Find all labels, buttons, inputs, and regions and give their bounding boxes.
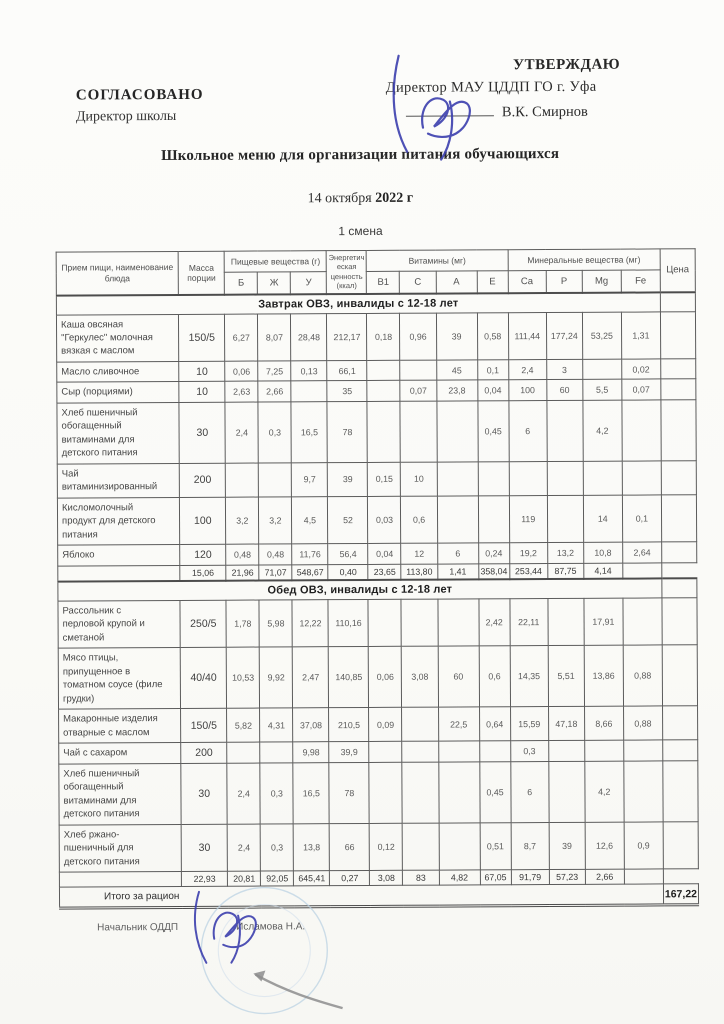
nutrient-value: 14,35: [510, 646, 548, 707]
nutrient-value: 52: [328, 496, 368, 544]
menu-row: [59, 760, 698, 824]
nutrient-value: 9,92: [260, 647, 293, 708]
nutrient-value: 39: [328, 462, 368, 496]
total-label: Итого за рацион: [59, 884, 663, 908]
col-header-mass: Масса порции: [178, 251, 224, 294]
nutrient-value: 140,85: [329, 647, 369, 708]
signer-name: Исламова Н.А.: [236, 921, 306, 933]
col-header-e: E: [477, 271, 508, 293]
price-cell: [662, 542, 697, 563]
col-group-minerals: Минеральные вещества (мг): [508, 249, 660, 271]
nutrient-value: 60: [546, 380, 582, 401]
nutrient-value: 8,07: [258, 313, 291, 361]
agreed-title: СОГЛАСОВАНО: [75, 86, 204, 104]
nutrient-value: 45: [436, 360, 477, 381]
nutrient-value: 6: [509, 400, 547, 461]
nutrient-value: 0,07: [400, 381, 436, 402]
nutrient-value: 0,6: [479, 646, 510, 707]
nutrient-value: 2,4: [225, 402, 258, 463]
nutrient-value: [367, 401, 400, 462]
date-year: 2022 г: [375, 190, 414, 206]
nutrient-value: [509, 461, 547, 495]
date-day-month: 14 октября: [307, 190, 372, 207]
dish-name: Хлеб пшеничный обогащенный витаминами для детского питания: [59, 763, 182, 825]
document-date: [0, 189, 722, 209]
dish-name: Масло сливочное: [57, 361, 179, 382]
menu-row: [57, 461, 696, 498]
menu-section-title: Обед ОВЗ, инвалиды с 12-18 лет: [58, 578, 662, 601]
nutrient-value: 14: [583, 495, 622, 543]
totals-value: 1,41: [437, 564, 478, 580]
menu-row: [58, 645, 697, 709]
dish-name: Рассольник с перловой крупой и сметаной: [58, 600, 180, 648]
nutrient-value: 5,51: [548, 646, 584, 707]
nutrient-value: 0,6: [401, 496, 437, 544]
signature-underline: [406, 115, 494, 116]
nutrient-value: [623, 740, 662, 761]
nutrient-value: 16,5: [293, 762, 329, 823]
totals-value: 4,82: [439, 870, 480, 885]
totals-value: 15,06: [180, 565, 226, 581]
nutrient-value: 210,5: [329, 708, 369, 742]
nutrient-value: 28,48: [291, 313, 327, 361]
nutrient-value: 39: [549, 822, 585, 870]
nutrient-value: 1,78: [226, 600, 259, 648]
dish-name: Чай витаминизированный: [57, 463, 179, 498]
totals-value: 0,27: [330, 870, 370, 885]
portion-mass: 200: [181, 742, 227, 763]
nutrient-value: 16,5: [291, 402, 327, 463]
nutrient-value: [479, 741, 510, 762]
nutrient-value: 0,58: [477, 312, 508, 360]
nutrient-value: 53,25: [582, 312, 621, 360]
nutrient-value: 3,08: [402, 646, 438, 707]
menu-row: [59, 706, 698, 743]
nutrient-value: [400, 360, 436, 381]
dish-name: Хлеб пшеничный обогащенный витаминами для детского питания: [57, 402, 180, 464]
nutrient-value: [584, 740, 623, 761]
nutrient-value: 7,25: [258, 361, 291, 382]
col-header-a: A: [436, 271, 477, 293]
nutrient-value: [478, 496, 509, 544]
grey-arrow-line: [255, 974, 342, 1008]
nutrient-value: 66,1: [327, 360, 367, 381]
nutrient-value: 0,3: [260, 762, 293, 823]
approved-title: УТВЕРЖДАЮ: [513, 56, 621, 74]
portion-mass: 30: [181, 824, 227, 872]
dish-name: Макаронные изделия отварные с маслом: [59, 709, 181, 744]
nutrient-value: 2,66: [258, 381, 291, 402]
menu-row: [57, 400, 696, 464]
nutrient-value: 3: [546, 359, 582, 380]
col-header-dish: Прием пищи, наименование блюда: [56, 251, 178, 295]
price-cell: [660, 292, 695, 312]
price-cell: [660, 311, 695, 359]
portion-mass: 150/5: [179, 314, 225, 362]
totals-value: 548,67: [292, 564, 328, 580]
nutrient-value: [439, 822, 480, 870]
nutrient-value: [624, 761, 663, 822]
menu-section-title: Завтрак ОВЗ, инвалиды с 12-18 лет: [56, 292, 660, 315]
nutrient-value: 5,82: [227, 708, 260, 742]
totals-value: 113,80: [401, 564, 437, 580]
nutrient-value: 0,15: [368, 462, 401, 496]
price-cell: [661, 359, 696, 380]
nutrient-value: [291, 381, 327, 402]
nutrient-value: [401, 599, 437, 647]
nutrient-value: 212,17: [327, 313, 367, 361]
nutrient-value: 0,48: [259, 544, 292, 565]
nutrient-value: [437, 462, 478, 496]
nutrient-value: 0,3: [260, 823, 293, 871]
col-header-price: Цена: [660, 249, 695, 292]
stamp-inner-circle: [218, 904, 310, 996]
total-price: 167,22: [663, 884, 698, 905]
col-header-mg: Mg: [582, 270, 621, 292]
nutrient-value: 0,51: [480, 822, 511, 870]
nutrient-value: [548, 761, 584, 822]
shift-label: 1 смена: [338, 223, 383, 239]
menu-table: [56, 248, 699, 909]
nutrient-value: 8,7: [511, 822, 549, 870]
nutrient-value: 0,96: [400, 313, 436, 361]
portion-mass: 30: [179, 402, 225, 463]
totals-value: 23,65: [368, 564, 401, 580]
nutrient-value: 12,22: [292, 599, 328, 647]
nutrient-value: 111,44: [508, 312, 546, 360]
totals-value: 67,05: [480, 870, 511, 885]
col-header-energy: Энергетическая ценность (ккал): [327, 250, 367, 293]
nutrient-value: 3,2: [259, 497, 292, 545]
nutrient-value: 4,31: [260, 708, 293, 742]
portion-mass: 30: [181, 763, 227, 824]
portion-mass: 100: [180, 497, 226, 545]
nutrient-value: 56,4: [328, 544, 368, 565]
nutrient-value: 0,48: [226, 544, 259, 565]
nutrient-value: 10,53: [226, 647, 259, 708]
nutrient-value: [547, 400, 583, 461]
nutrient-value: 2,42: [479, 598, 510, 646]
nutrient-value: 177,24: [546, 312, 582, 360]
agreed-subtitle: Директор школы: [75, 108, 177, 125]
totals-value: 57,23: [549, 869, 585, 884]
nutrient-value: 6: [437, 543, 478, 564]
nutrient-value: [227, 742, 260, 763]
portion-mass: 40/40: [180, 647, 226, 708]
menu-row: [56, 311, 695, 362]
dish-name: Каша овсяная "Геркулес" молочная вязкая с маслом: [56, 314, 178, 362]
nutrient-value: [582, 359, 621, 380]
nutrient-value: 0,09: [369, 707, 402, 741]
nutrient-value: 0,06: [369, 647, 402, 708]
nutrient-value: 0,04: [368, 544, 401, 565]
nutrient-value: 4,2: [585, 761, 624, 822]
dish-name: Чай с сахаром: [59, 743, 181, 764]
price-cell: [663, 760, 698, 821]
nutrient-value: 0,18: [367, 313, 400, 361]
totals-value: 20,81: [228, 871, 261, 886]
nutrient-value: 4,5: [292, 497, 328, 545]
nutrient-value: 5,5: [583, 380, 622, 401]
nutrient-value: [583, 461, 622, 495]
nutrient-value: [437, 599, 478, 647]
nutrient-value: 15,59: [510, 707, 548, 741]
portion-mass: 200: [179, 463, 225, 497]
nutrient-value: 2,47: [293, 647, 329, 708]
approved-signature-line: [386, 103, 678, 122]
price-cell: [661, 495, 696, 543]
nutrient-value: 0,13: [291, 361, 327, 382]
approver-name: В.К. Смирнов: [501, 103, 588, 121]
nutrient-value: [547, 461, 583, 495]
nutrient-value: 0,03: [368, 496, 401, 544]
nutrient-value: 110,16: [328, 599, 368, 647]
price-cell: [662, 578, 697, 598]
totals-empty-cell: [58, 565, 180, 581]
nutrient-value: 0,06: [225, 361, 258, 382]
col-header-carbs: У: [291, 272, 327, 294]
dish-name: Яблоко: [58, 545, 180, 566]
nutrient-value: [402, 741, 438, 762]
nutrient-value: [368, 599, 401, 647]
nutrient-value: 2,4: [508, 359, 546, 380]
nutrient-value: 9,7: [292, 463, 328, 497]
nutrient-value: 19,2: [509, 543, 547, 564]
totals-empty-cell: [59, 871, 181, 887]
nutrient-value: [225, 463, 258, 497]
nutrient-value: 0,45: [479, 761, 510, 822]
col-header-fat: Ж: [258, 272, 291, 294]
agreed-block: [76, 87, 204, 126]
nutrient-value: [548, 740, 584, 761]
document-title: Школьное меню для организации питания обучающихся: [161, 145, 560, 165]
nutrient-value: 11,76: [292, 544, 328, 565]
nutrient-value: 2,64: [622, 542, 661, 563]
nutrient-value: 0,02: [621, 359, 660, 380]
price-cell: [662, 645, 697, 706]
col-group-nutrients: Пищевые вещества (г): [224, 251, 326, 273]
price-cell: [624, 869, 663, 884]
nutrient-value: [400, 401, 436, 462]
menu-row: [59, 821, 698, 872]
nutrient-value: [438, 761, 479, 822]
price-cell: [661, 379, 696, 400]
nutrient-value: 22,11: [510, 598, 548, 646]
dish-name: Кисломолочный продукт для детского питания: [57, 497, 179, 545]
nutrient-value: 2,4: [227, 824, 260, 872]
col-header-fe: Fe: [621, 270, 660, 292]
nutrient-value: 0,3: [510, 741, 548, 762]
nutrient-value: 4,2: [583, 400, 622, 461]
totals-value: 87,75: [547, 563, 583, 579]
nutrient-value: 66: [330, 823, 370, 871]
portion-mass: 150/5: [181, 708, 227, 742]
nutrient-value: [260, 742, 293, 763]
nutrient-value: 0,04: [477, 380, 508, 401]
nutrient-value: 0,24: [478, 543, 509, 564]
nutrient-value: 35: [327, 381, 367, 402]
totals-value: 0,40: [328, 564, 368, 580]
nutrient-value: 100: [508, 380, 546, 401]
nutrient-value: 8,66: [584, 706, 623, 740]
col-header-protein: Б: [224, 272, 257, 294]
portion-mass: 10: [179, 382, 225, 403]
nutrient-value: 0,3: [258, 402, 291, 463]
col-header-ca: Ca: [508, 271, 546, 293]
nutrient-value: 0,12: [370, 823, 403, 871]
price-cell: [661, 400, 696, 461]
nutrient-value: 2,4: [227, 763, 260, 824]
col-header-b1: B1: [367, 271, 400, 293]
totals-value: 253,44: [509, 563, 547, 579]
nutrient-value: 6: [510, 761, 548, 822]
nutrient-value: 39,9: [329, 742, 369, 763]
nutrient-value: [369, 741, 402, 762]
nutrient-value: 13,8: [293, 823, 329, 871]
grey-arrow-head: [253, 971, 265, 982]
nutrient-value: 0,88: [623, 645, 662, 706]
dish-name: Хлеб ржано- пшеничный для детского питания: [59, 824, 181, 872]
col-header-p: P: [546, 270, 582, 292]
nutrient-value: 37,08: [293, 708, 329, 742]
nutrient-value: 3,2: [226, 497, 259, 545]
nutrient-value: 78: [329, 762, 369, 823]
nutrient-value: [622, 461, 661, 495]
nutrient-value: 0,1: [477, 360, 508, 381]
col-group-vitamins: Витамины (мг): [367, 250, 508, 272]
signer-role: Начальник ОДДП: [97, 921, 179, 934]
price-cell: [662, 706, 697, 740]
nutrient-value: 6,27: [225, 314, 258, 362]
nutrient-value: 10,8: [583, 542, 622, 563]
nutrient-value: [259, 463, 292, 497]
menu-row: [57, 495, 696, 546]
nutrient-value: 13,2: [547, 543, 583, 564]
nutrient-value: 0,1: [622, 495, 661, 543]
nutrient-value: 23,8: [436, 380, 477, 401]
price-cell: [623, 563, 662, 579]
totals-value: 83: [403, 870, 439, 885]
nutrient-value: [436, 401, 477, 462]
nutrient-value: [437, 496, 478, 544]
totals-value: 71,07: [259, 565, 292, 581]
nutrient-value: 0,88: [623, 706, 662, 740]
nutrient-value: 12: [401, 543, 437, 564]
nutrient-value: [402, 707, 438, 741]
nutrient-value: [548, 598, 584, 646]
totals-value: 22,93: [182, 871, 228, 886]
nutrient-value: 1,31: [621, 311, 660, 359]
totals-value: 91,79: [511, 870, 549, 885]
nutrient-value: [369, 762, 402, 823]
nutrient-value: [438, 741, 479, 762]
portion-mass: 250/5: [180, 600, 226, 648]
nutrient-value: 12,6: [585, 822, 624, 870]
nutrient-value: 13,86: [584, 645, 623, 706]
totals-value: 3,08: [370, 870, 403, 885]
totals-value: 2,66: [585, 869, 624, 884]
nutrient-value: [478, 462, 509, 496]
menu-row: [58, 598, 697, 649]
nutrient-value: 0,07: [622, 379, 661, 400]
approved-block: [386, 56, 678, 122]
totals-value: 645,41: [294, 871, 330, 886]
nutrient-value: 60: [438, 646, 479, 707]
dish-name: Сыр (порциями): [57, 382, 179, 403]
nutrient-value: [622, 400, 661, 461]
nutrient-value: [623, 598, 662, 646]
nutrient-value: 39: [436, 312, 477, 360]
nutrient-value: 0,64: [479, 707, 510, 741]
nutrient-value: 47,18: [548, 706, 584, 740]
nutrient-value: 10: [401, 462, 437, 496]
nutrient-value: 2,63: [225, 381, 258, 402]
nutrient-value: 78: [327, 401, 367, 462]
portion-mass: 10: [179, 361, 225, 382]
col-header-c: C: [400, 271, 436, 293]
nutrient-value: 0,45: [478, 401, 509, 462]
totals-value: 21,96: [226, 565, 259, 581]
totals-value: 92,05: [261, 871, 294, 886]
total-row: [59, 884, 698, 908]
nutrient-value: [367, 381, 400, 402]
nutrient-value: 5,98: [259, 600, 292, 648]
nutrient-value: 9,98: [293, 742, 329, 763]
nutrient-value: [367, 360, 400, 381]
price-cell: [663, 740, 698, 761]
totals-value: 358,04: [478, 563, 509, 579]
totals-value: 4,14: [584, 563, 623, 579]
dish-name: Мясо птицы, припущенное в томатном соусе (филе грудки): [58, 648, 181, 710]
nutrient-value: [547, 495, 583, 543]
price-cell: [661, 461, 696, 495]
nutrient-value: 22,5: [438, 707, 479, 741]
portion-mass: 120: [180, 544, 226, 565]
approved-subtitle: Директор МАУ ЦДДП ГО г. Уфа: [385, 78, 597, 96]
nutrient-value: 17,91: [584, 598, 623, 646]
nutrient-value: [403, 823, 439, 871]
price-cell: [663, 821, 698, 869]
nutrient-value: 119: [509, 495, 547, 543]
nutrient-value: 0,9: [624, 821, 663, 869]
price-cell: [662, 598, 697, 646]
nutrient-value: [402, 762, 438, 823]
